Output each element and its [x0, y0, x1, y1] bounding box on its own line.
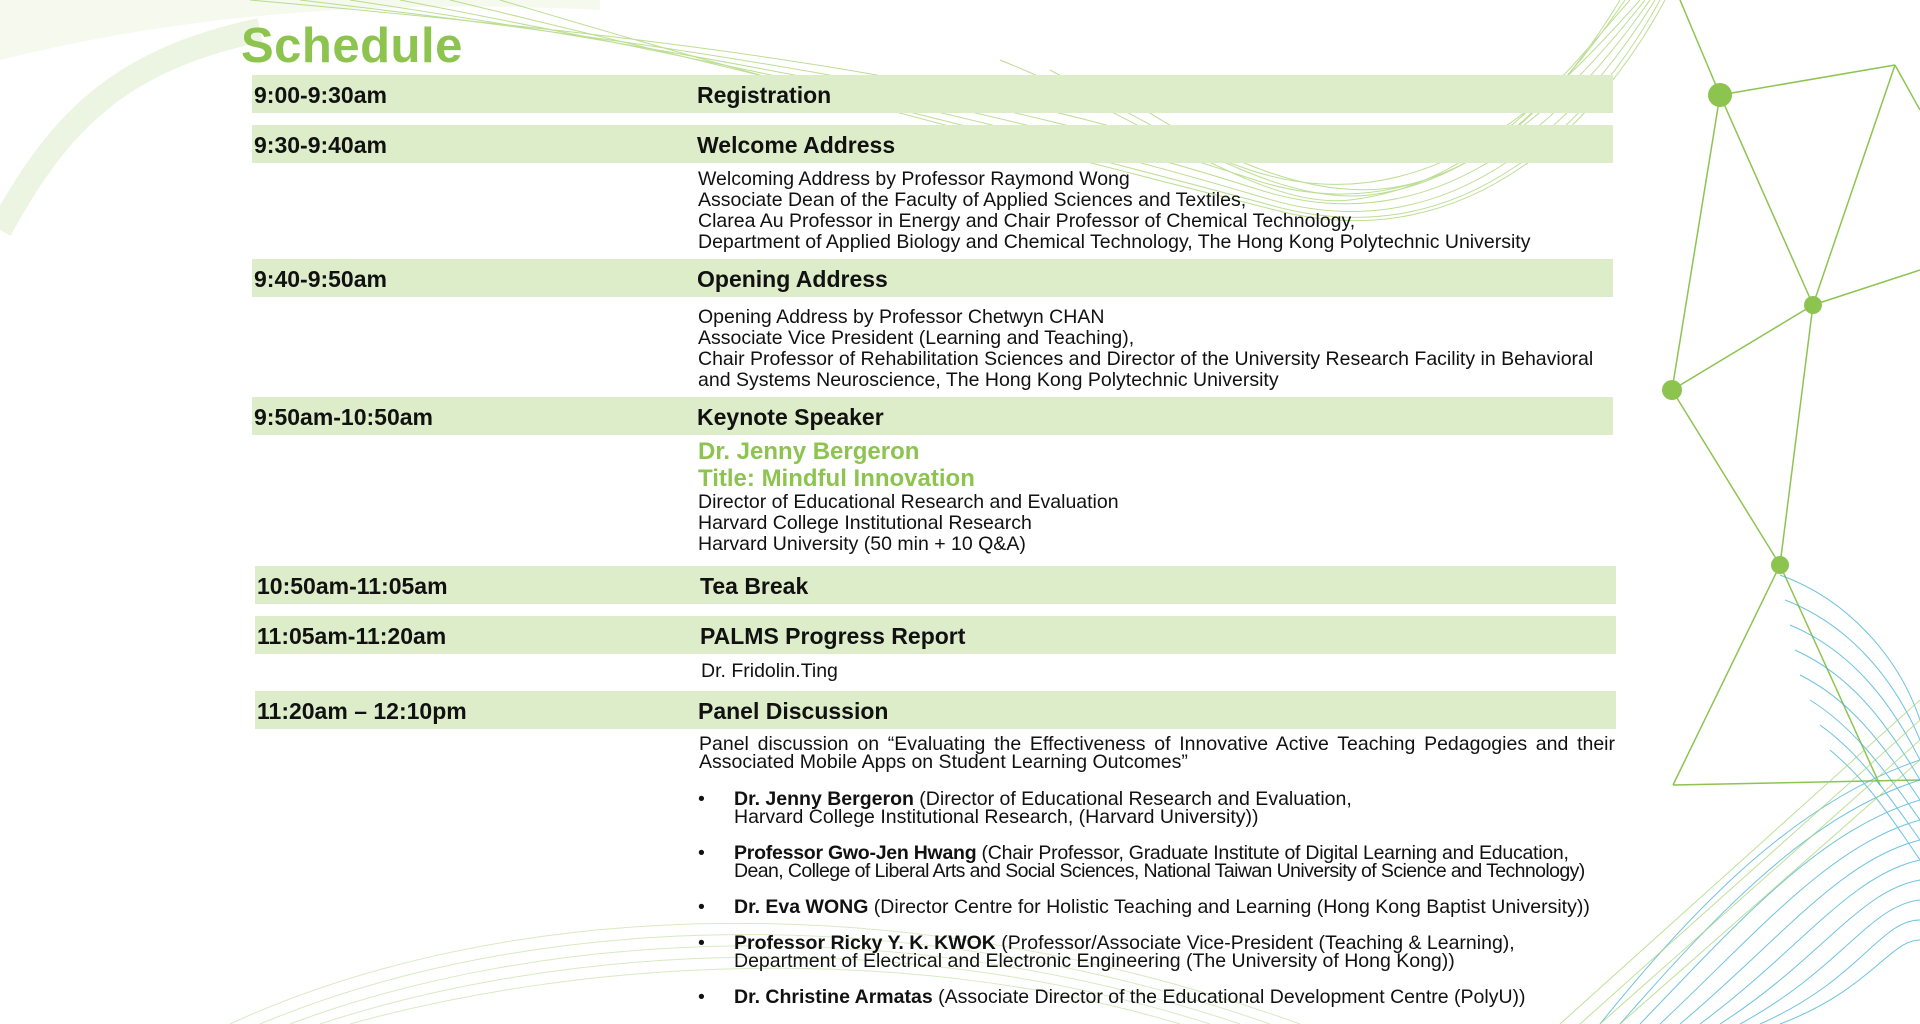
panel-intro: Panel discussion on “Evaluating the Effectiveness of Innovative Active Teaching Pedagogies and their Associated Mobile Apps on Student Learning Outcomes” — [699, 733, 1615, 773]
schedule-row-keynote — [252, 397, 1613, 435]
opening-details — [698, 307, 1618, 391]
detail-line: Harvard University (50 min + 10 Q&A) — [698, 533, 1026, 555]
panelist-desc-line2: Department of Electrical and Electronic Engineering (The University of Hong Kong)) — [734, 950, 1455, 972]
bullet-icon: • — [698, 788, 705, 810]
bullet-icon: • — [698, 896, 705, 918]
row-time: 11:05am-11:20am — [257, 623, 447, 649]
schedule-row-palms — [255, 616, 1616, 654]
row-heading: Keynote Speaker — [697, 404, 884, 430]
bullet-icon: • — [698, 842, 705, 864]
detail-line: Harvard College Institutional Research — [698, 512, 1032, 534]
row-time: 9:00-9:30am — [254, 82, 387, 108]
row-time: 10:50am-11:05am — [257, 573, 448, 599]
detail-line: Associate Dean of the Faculty of Applied Sciences and Textiles, — [698, 189, 1247, 211]
detail-line: Chair Professor of Rehabilitation Sciences and Director of the University Research Facility in Behavioral — [698, 348, 1594, 370]
row-time: 9:40-9:50am — [254, 266, 387, 292]
detail-line: Dr. Fridolin.Ting — [701, 660, 838, 682]
welcome-details — [698, 169, 1618, 253]
keynote-speaker-name: Dr. Jenny Bergeron — [698, 438, 920, 465]
schedule-row-panel — [255, 691, 1616, 729]
detail-line: Clarea Au Professor in Energy and Chair Professor of Chemical Technology, — [698, 210, 1356, 232]
row-heading: Opening Address — [697, 266, 888, 292]
keynote-talk-title: Title: Mindful Innovation — [698, 465, 975, 492]
panelist-desc-line2: Dean, College of Liberal Arts and Social Sciences, National Taiwan University of Science and Technology) — [734, 860, 1585, 882]
schedule-row-opening — [252, 259, 1613, 297]
row-heading: Panel Discussion — [698, 698, 889, 724]
detail-line: Director of Educational Research and Evaluation — [698, 491, 1119, 513]
panelist-desc-line2: Harvard College Institutional Research, (Harvard University)) — [734, 806, 1259, 828]
panelist-desc: (Director Centre for Holistic Teaching and Learning (Hong Kong Baptist University)) — [868, 896, 1590, 918]
detail-line: Welcoming Address by Professor Raymond Wong — [698, 168, 1130, 190]
panelist-desc: (Chair Professor, Graduate Institute of Digital Learning and Education, — [976, 842, 1569, 864]
panelist-desc: (Director of Educational Research and Evaluation, — [913, 788, 1352, 810]
row-time: 11:20am – 12:10pm — [257, 698, 467, 724]
row-heading: Welcome Address — [697, 132, 896, 158]
row-heading: Tea Break — [700, 573, 809, 599]
schedule-row-welcome — [252, 125, 1613, 163]
row-heading: Registration — [697, 82, 832, 108]
palms-details — [701, 661, 1621, 682]
keynote-details — [698, 438, 1618, 555]
detail-line: and Systems Neuroscience, The Hong Kong Polytechnic University — [698, 369, 1279, 391]
schedule-row-registration — [252, 75, 1613, 113]
row-time: 9:30-9:40am — [254, 132, 387, 158]
detail-line: Associate Vice President (Learning and Teaching), — [698, 327, 1135, 349]
panelist-name: Professor Ricky Y. K. KWOK — [734, 932, 996, 954]
panelist-name: Professor Gwo-Jen Hwang — [734, 842, 977, 864]
panelist-desc: (Professor/Associate Vice-President (Teaching & Learning), — [995, 932, 1515, 954]
schedule-row-tea-break — [255, 566, 1616, 604]
bullet-icon: • — [698, 986, 705, 1008]
row-heading: PALMS Progress Report — [700, 623, 966, 649]
row-time: 9:50am-10:50am — [254, 404, 434, 430]
page-title: Schedule — [241, 19, 463, 73]
panelist-name: Dr. Christine Armatas — [734, 986, 933, 1008]
panelist-desc: (Associate Director of the Educational Development Centre (PolyU)) — [932, 986, 1526, 1008]
detail-line: Opening Address by Professor Chetwyn CHAN — [698, 306, 1105, 328]
panelist-name: Dr. Jenny Bergeron — [734, 788, 914, 810]
bullet-icon: • — [698, 932, 705, 954]
detail-line: Department of Applied Biology and Chemical Technology, The Hong Kong Polytechnic University — [698, 231, 1531, 253]
panelist-name: Dr. Eva WONG — [734, 896, 869, 918]
